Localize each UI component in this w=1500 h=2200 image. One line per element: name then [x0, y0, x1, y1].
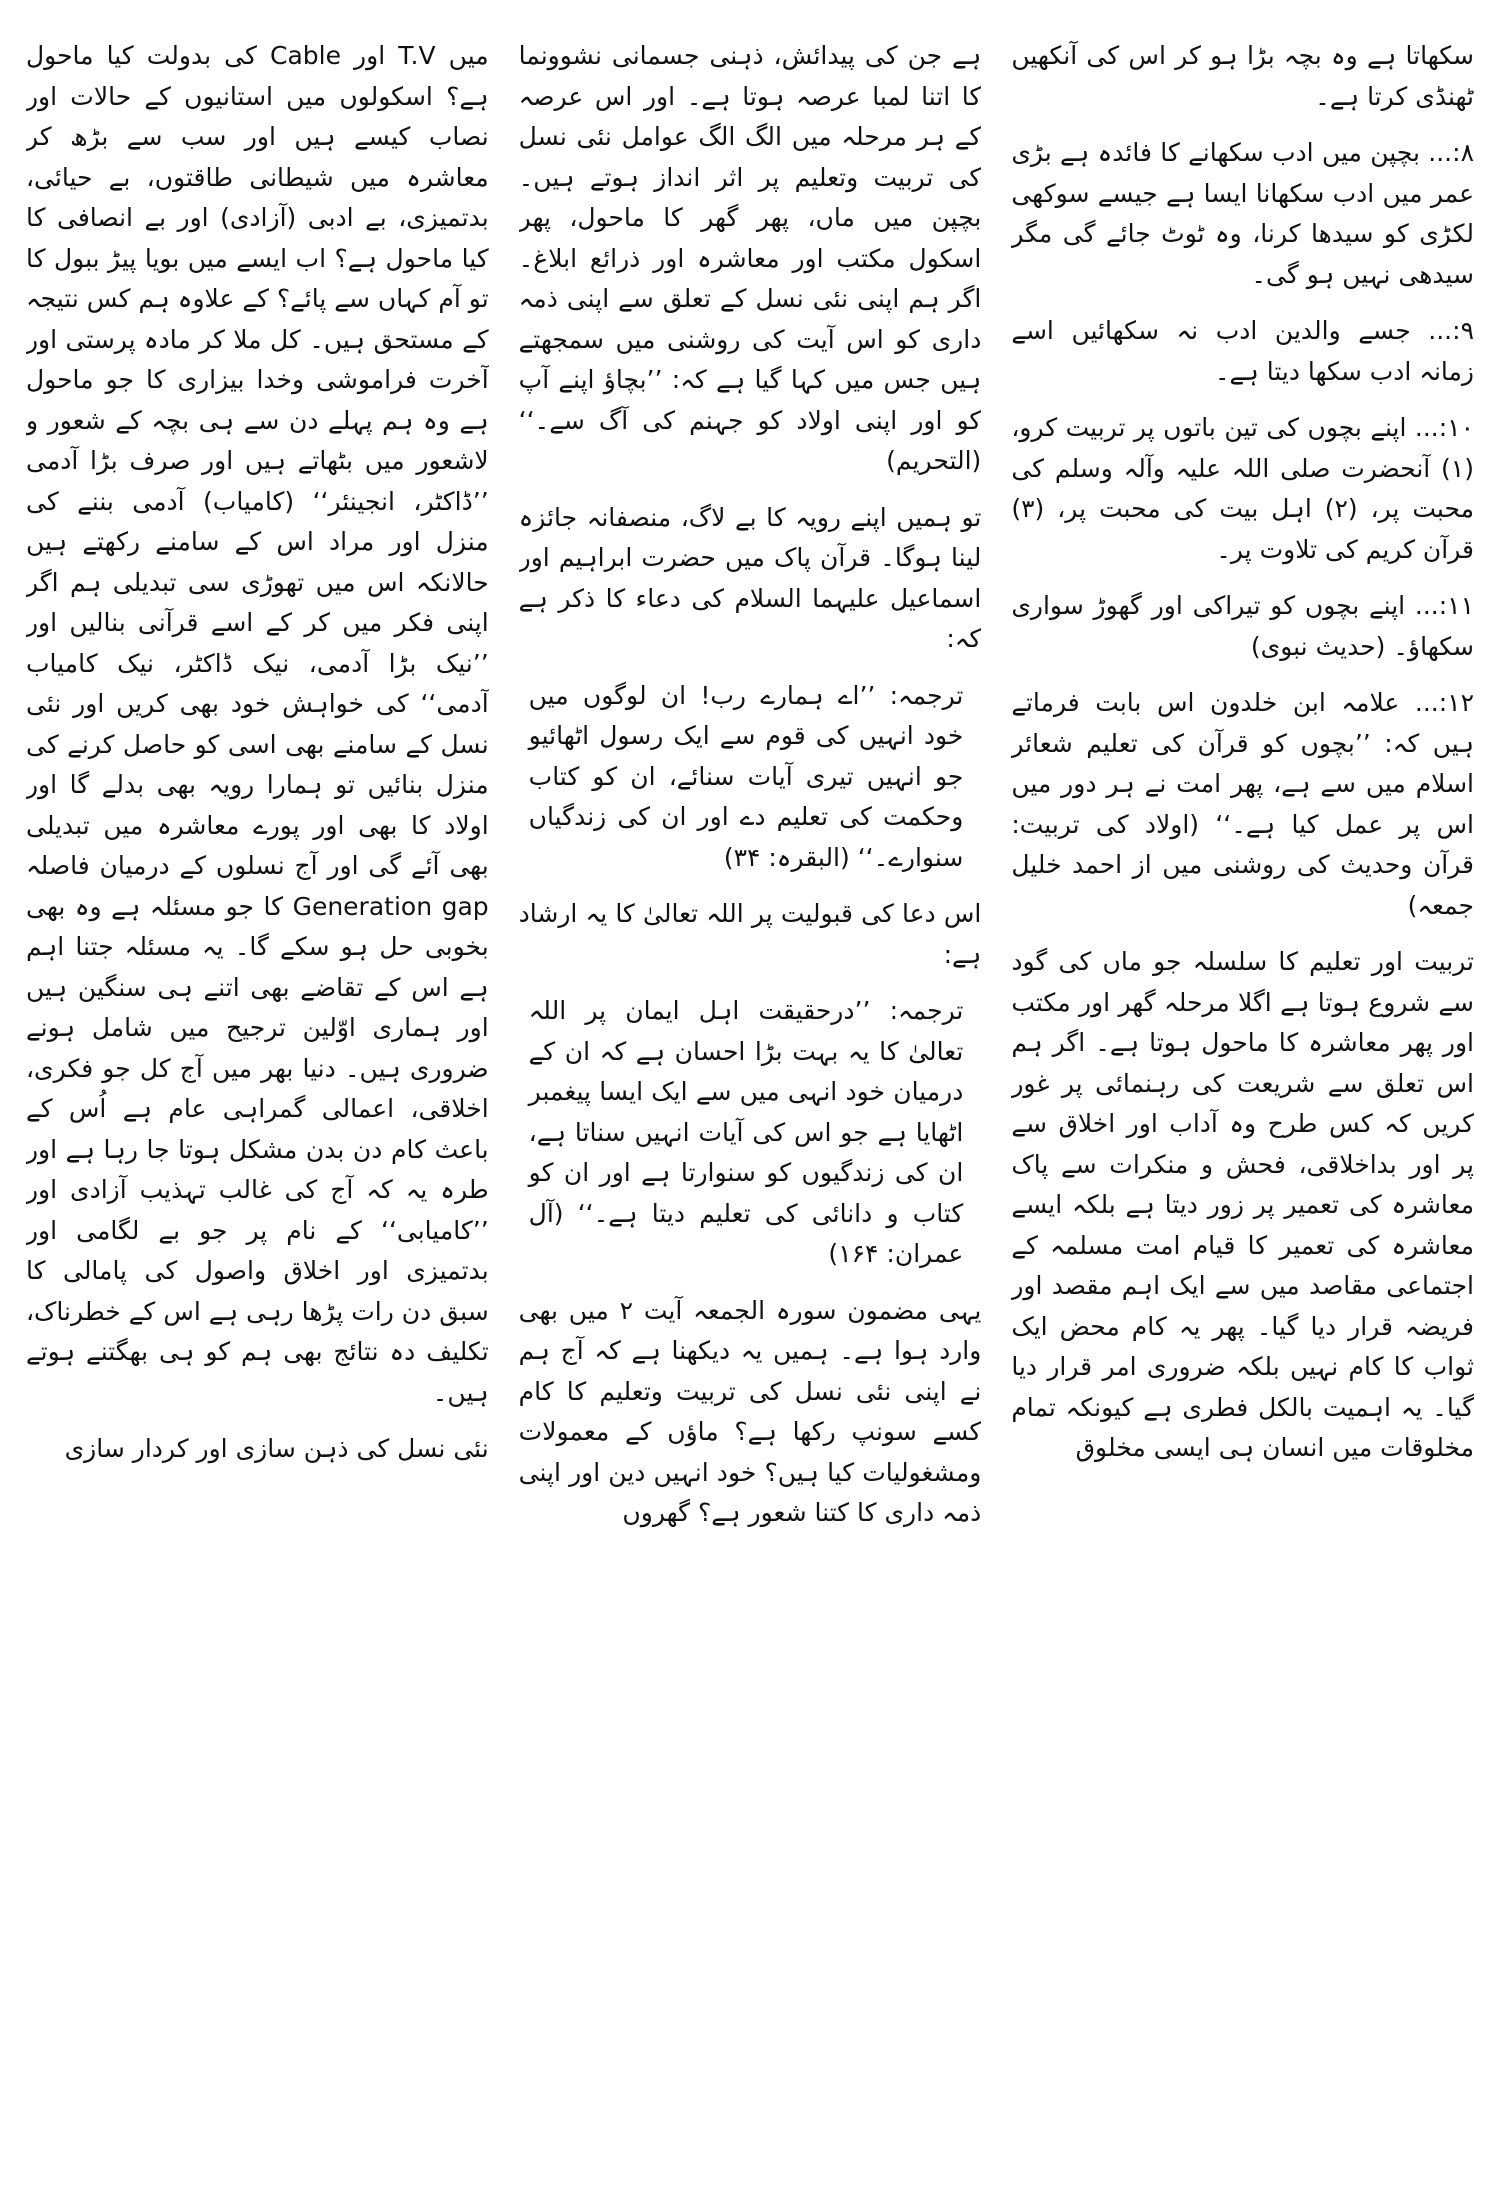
paragraph: ہے جن کی پیدائش، ذہنی جسمانی نشوونما کا اتنا لمبا عرصہ ہوتا ہے۔ اور اس عرصہ کے ہر مرحلہ میں الگ الگ عوامل نئی نسل کی تربیت وتعلیم پر اثر انداز ہوتے ہیں۔ بچپن میں ماں، پھر گھر کا ماحول، پھر اسکول مکتب اور معاشرہ اور ذرائع ابلاغ۔ اگر ہم اپنی نئی نسل کے تعلق سے اپنی ذمہ داری کو اس آیت کی روشنی میں سمجھتے ہیں جس میں کہا گیا ہے کہ: ’’بچاؤ اپنے آپ کو اور اپنی اولاد کو جہنم کی آگ سے۔‘‘ (التحریم) — [518, 41, 982, 475]
paragraph: اس دعا کی قبولیت پر اللہ تعالیٰ کا یہ ارشاد ہے: — [518, 899, 982, 969]
paragraph: ۸:... بچپن میں ادب سکھانے کا فائدہ ہے بڑی عمر میں ادب سکھانا ایسا ہے جیسے سوکھی لکڑی کو سیدھا کرنا، وہ ٹوٹ جائے گی مگر سیدھی نہیں ہو گی۔ — [1011, 138, 1474, 289]
paragraph: میں T.V اور Cable کی بدولت کیا ماحول ہے؟ اسکولوں میں استانیوں کے حالات اور نصاب کیسے ہیں اور سب سے بڑھ کر معاشرہ میں شیطانی طاقتوں، بے حیائی، بدتمیزی، بے ادبی (آزادی) اور بے انصافی کا کیا ماحول ہے؟ اب ایسے میں بویا پیڑ ببول کا تو آم کہاں سے پائے؟ کے علاوہ ہم کس نتیجہ کے مستحق ہیں۔ کل ملا کر مادہ پرستی اور آخرت فراموشی وخدا بیزاری کا جو ماحول ہے وہ ہم پہلے دن سے ہی بچہ کے شعور و لاشعور میں بٹھاتے ہیں اور صرف بڑا آدمی ’’ڈاکٹر، انجینئر‘‘ (کامیاب) آدمی بننے کی منزل اور مراد اس کے سامنے رکھتے ہیں حالانکہ اس میں تھوڑی سی تبدیلی ہم اگر اپنی فکر میں کر کے اسے قرآنی بنالیں اور ’’نیک بڑا آدمی، نیک ڈاکٹر، نیک کامیاب آدمی‘‘ کی خواہش خود بھی کریں اور نئی نسل کے سامنے بھی اسی کو حاصل کرنے کی منزل بنائیں تو ہمارا رویہ بھی بدلے گا اور اولاد کا بھی اور پورے معاشرہ میں تبدیلی بھی آئے گی اور آج نسلوں کے درمیان فاصلہ Generation gap کا جو مسئلہ ہے وہ بھی بخوبی حل ہو سکے گا۔ یہ مسئلہ جتنا اہم ہے اس کے تقاضے بھی اتنے ہی سنگین ہیں اور ہماری اوّلین ترجیح میں شامل ہونے ضروری ہیں۔ دنیا بھر میں آج کل جو فکری، اخلاقی، اعمالی گمراہی عام ہے اُس کے باعث کام دن بدن مشکل ہوتا جا رہا ہے اور طرہ یہ کہ آج کی غالب تہذیب آزادی اور ’’کامیابی‘‘ کے نام پر جو بے لگامی اور بدتمیزی اور اخلاق واصول کی پامالی کا سبق دن رات پڑھا رہی ہے اس کے خطرناک، تکلیف دہ نتائج بھی ہم کو ہی بھگتنے ہوتے ہیں۔ — [26, 41, 489, 1407]
paragraph: تربیت اور تعلیم کا سلسلہ جو ماں کی گود سے شروع ہوتا ہے اگلا مرحلہ گھر اور مکتب اور پھر معاشرہ کا ماحول ہوتا ہے۔ اگر ہم اس تعلق سے شریعت کی رہنمائی پر غور کریں کہ کس طرح وہ آداب اور اخلاق سے پر اور بداخلاقی، فحش و منکرات سے پاک معاشرہ کی تعمیر پر زور دیتا ہے بلکہ ایسے معاشرہ کی تعمیر کا قیام امت مسلمہ کے اجتماعی مقاصد میں سے ایک اہم مقصد اور فریضہ قرار دیا گیا۔ پھر یہ کام محض ایک ثواب کا کام نہیں بلکہ ضروری امر قرار دیا گیا۔ یہ اہمیت بالکل فطری ہے کیونکہ تمام مخلوقات میں انسان ہی ایسی مخلوق — [1011, 947, 1474, 1462]
quote-translation: ترجمہ: ’’اے ہمارے رب! ان لوگوں میں خود انہیں کی قوم سے ایک رسول اٹھائیو جو انہیں تیری آیات سنائے، ان کو کتاب وحکمت کی تعلیم دے اور ان کی زندگیاں سنوارے۔‘‘ (البقرہ: ۳۴) — [528, 680, 964, 872]
paragraph: تو ہمیں اپنے رویہ کا بے لاگ، منصفانہ جائزہ لینا ہوگا۔ قرآن پاک میں حضرت ابراہیم اور اسماعیل علیہما السلام کی دعاء کا ذکر ہے کہ: — [518, 502, 982, 653]
column-left — [26, 36, 489, 2176]
paragraph: سکھاتا ہے وہ بچہ بڑا ہو کر اس کی آنکھیں ٹھنڈی کرتا ہے۔ — [1011, 41, 1474, 111]
paragraph: یہی مضمون سورہ الجمعہ آیت ۲ میں بھی وارد ہوا ہے۔ ہمیں یہ دیکھنا ہے کہ آج ہم نے اپنی نئی نسل کی تربیت وتعلیم کا کام کسے سونپ رکھا ہے؟ ماؤں کے معمولات ومشغولیات کیا ہیں؟ خود انہیں دین اور اپنی ذمہ داری کا کتنا شعور ہے؟ گھروں — [518, 1295, 982, 1527]
paragraph: نئی نسل کی ذہن سازی اور کردار سازی — [64, 1434, 489, 1463]
paragraph: ۱۱:... اپنے بچوں کو تیراکی اور گھوڑ سواری سکھاؤ۔ (حدیث نبوی) — [1011, 591, 1474, 661]
text-columns — [26, 36, 1474, 2176]
paragraph: ۹:... جسے والدین ادب نہ سکھائیں اسے زمانہ ادب سکھا دیتا ہے۔ — [1011, 316, 1474, 386]
column-right — [1011, 36, 1474, 2176]
paragraph: ۱۲:... علامہ ابن خلدون اس بابت فرماتے ہیں کہ: ’’بچوں کو قرآن کی تعلیم شعائر اسلام میں سے ہے، پھر امت نے ہر دور میں اس پر عمل کیا ہے۔‘‘ (اولاد کی تربیت: قرآن وحدیث کی روشنی میں از احمد خلیل جمعہ) — [1011, 688, 1474, 920]
quote-translation: ترجمہ: ’’درحقیقت اہل ایمان پر اللہ تعالیٰ کا یہ بہت بڑا احسان ہے کہ ان کے درمیان خود انہی میں سے ایک ایسا پیغمبر اٹھایا ہے جو اس کی آیات انہیں سناتا ہے، ان کی زندگیوں کو سنوارتا ہے اور ان کو کتاب و دانائی کی تعلیم دیتا ہے۔‘‘ (آل عمران: ۱۶۴) — [528, 996, 964, 1268]
column-middle — [519, 36, 982, 2176]
paragraph: ۱۰:... اپنے بچوں کی تین باتوں پر تربیت کرو، (۱) آنحضرت صلی اللہ علیہ وآلہ وسلم کی محبت پر، (۲) اہل بیت کی محبت پر، (۳) قرآن کریم کی تلاوت پر۔ — [1011, 413, 1474, 564]
